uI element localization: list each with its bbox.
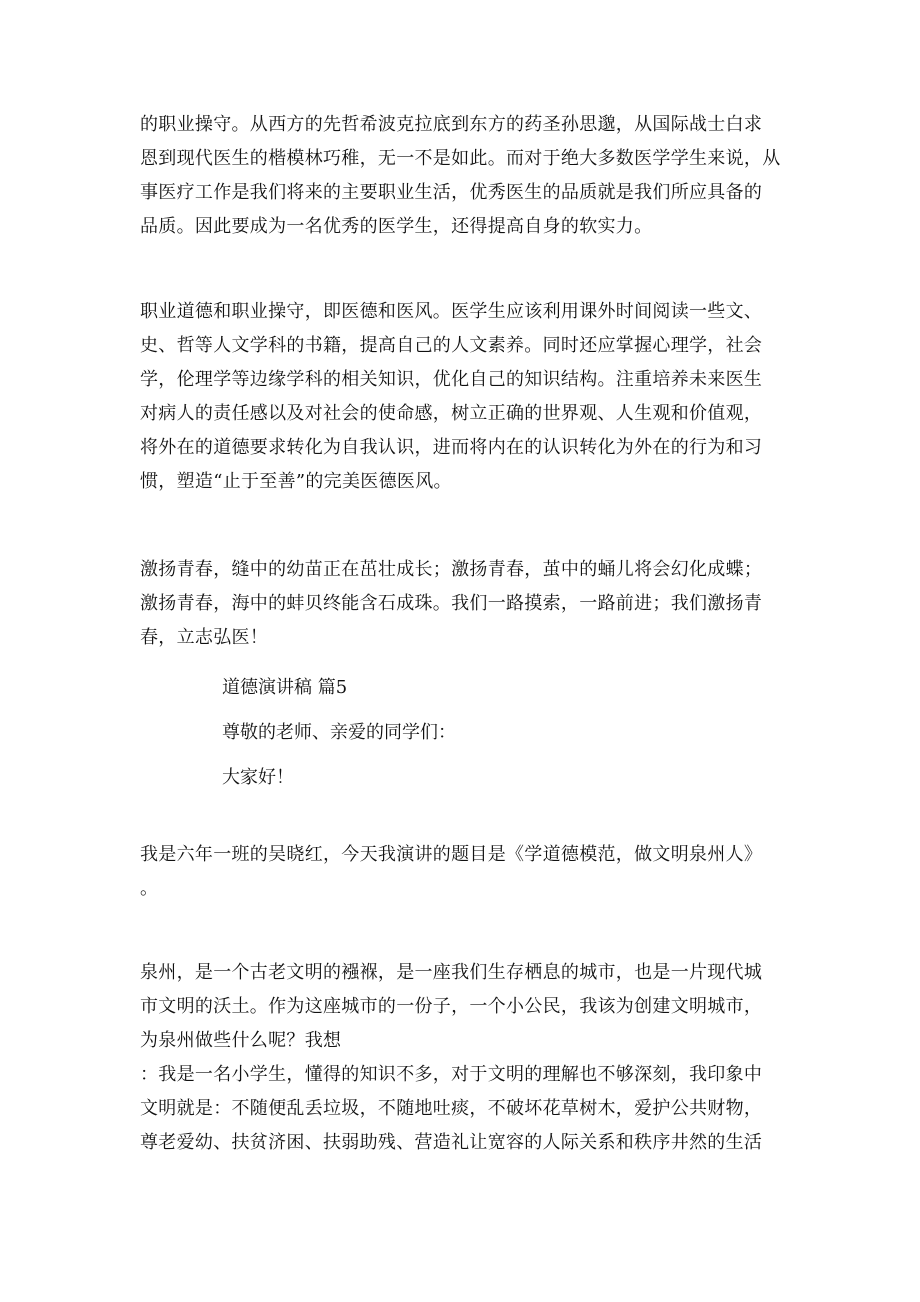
text-line: 史、哲等人文学科的书籍，提高自己的人文素养。同时还应掌握心理学，社会 (140, 335, 763, 356)
text-line: 激扬青春，海中的蚌贝终能含石成珠。我们一路摸索，一路前进；我们激扬青 (140, 593, 763, 614)
text-line: 春，立志弘医！ (140, 627, 269, 648)
text-line: 事医疗工作是我们将来的主要职业生活，优秀医生的品质就是我们所应具备的 (140, 182, 763, 203)
text-line: 泉州，是一个古老文明的襁褓，是一座我们生存栖息的城市，也是一片现代城 (140, 962, 763, 983)
text-line: 。 (140, 878, 159, 899)
paragraph-inspire-youth (140, 553, 780, 655)
speech-salutation: 尊敬的老师、亲爱的同学们： (222, 722, 456, 743)
text-line: 我是六年一班的吴晓红，今天我演讲的题目是《学道德模范，做文明泉州人》 (140, 844, 763, 865)
text-line: 为泉州做些什么呢？我想 (140, 1030, 342, 1051)
paragraph-speech-topic (140, 838, 780, 906)
paragraph-professional-ethics (140, 295, 780, 499)
text-line: 尊老爱幼、扶贫济困、扶弱助残、营造礼让宽容的人际关系和秩序井然的生活 (140, 1132, 763, 1153)
text-line: 文明就是：不随便乱丢垃圾，不随地吐痰，不破坏花草树木，爱护公共财物， (140, 1098, 763, 1119)
text-line: 激扬青春，缝中的幼苗正在茁壮成长；激扬青春，茧中的蛹儿将会幻化成蝶； (140, 559, 763, 580)
text-line: 恩到现代医生的楷模林巧稚，无一不是如此。而对于绝大多数医学学生来说，从 (140, 148, 781, 169)
paragraph-medical-ethics-intro (140, 108, 780, 244)
text-line: 对病人的责任感以及对社会的使命感，树立正确的世界观、人生观和价值观， (140, 403, 763, 424)
text-line: 学，伦理学等边缘学科的相关知识，优化自己的知识结构。注重培养未来医生 (140, 369, 763, 390)
paragraph-quanzhou-civilization (140, 956, 780, 1160)
speech-title: 道德演讲稿 篇5 (222, 677, 348, 698)
text-line: 职业道德和职业操守，即医德和医风。医学生应该利用课外时间阅读一些文、 (140, 301, 763, 322)
text-line: 市文明的沃土。作为这座城市的一份子，一个小公民，我该为创建文明城市， (140, 996, 763, 1017)
text-line: 惯，塑造“止于至善”的完美医德医风。 (140, 471, 452, 492)
text-line: ：我是一名小学生，懂得的知识不多，对于文明的理解也不够深刻，我印象中 (140, 1064, 763, 1085)
text-line: 品质。因此要成为一名优秀的医学生，还得提高自身的软实力。 (140, 216, 653, 237)
speech-greeting: 大家好！ (222, 767, 294, 788)
text-line: 的职业操守。从西方的先哲希波克拉底到东方的药圣孙思邈，从国际战士白求 (140, 114, 763, 135)
text-line: 将外在的道德要求转化为自我认识，进而将内在的认识转化为外在的行为和习 (140, 437, 763, 458)
